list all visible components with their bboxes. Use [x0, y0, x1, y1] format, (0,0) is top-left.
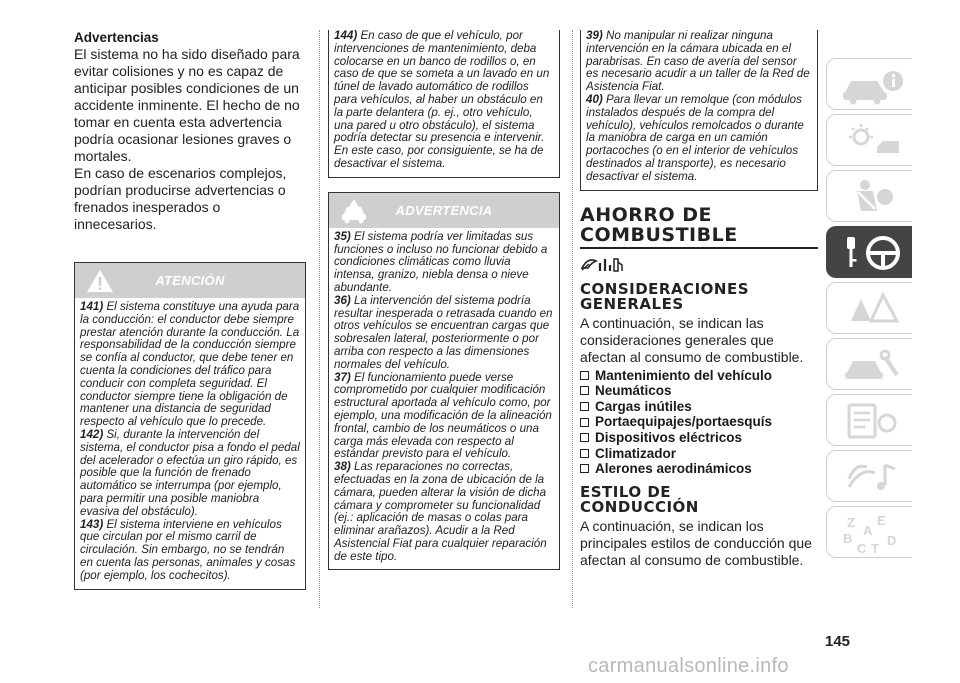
car-info-icon: [841, 65, 905, 105]
warning-box-body: [329, 228, 559, 570]
index-letter: D: [887, 533, 897, 548]
item-number: 38): [334, 460, 351, 474]
warning-item: [334, 231, 554, 295]
warning-box-body: [581, 30, 817, 190]
item-text: El sistema interviene en vehículos que circulan por el mismo carril de circulación. Sin embargo, no se tendrán en cuenta las personas, animales y cosas (por ejemplo, los cochecitos).: [80, 517, 296, 582]
item-number: 39): [586, 29, 603, 42]
index-letter: Z: [847, 515, 855, 530]
topic-link[interactable]: [580, 430, 818, 446]
topic-label: Alerones aerodinámicos: [595, 461, 752, 477]
square-bullet-icon: [580, 433, 589, 442]
item-number: 141): [80, 300, 104, 313]
body-paragraph: El sistema no ha sido diseñado para evitar colisiones y no es capaz de anticipar posibles condiciones de un accidente inminente. El hecho de no tomar en cuenta esta advertencia podría ocasionar lesiones graves o mortales.: [74, 46, 300, 164]
item-text: Para llevar un remolque (con módulos instalados después de la compra del vehículo), vehículos remolcados o durante la maniobra de carga en un camión portacoches (o en el interior de vehículos destinados al transporte), es necesario desactivar el sistema.: [586, 92, 804, 183]
tab-car-info[interactable]: [826, 58, 912, 110]
title-rule: [580, 247, 818, 249]
section-title: ESTILO DE CONDUCCIÓN: [580, 482, 699, 516]
key-steering-wheel-icon: [841, 233, 905, 273]
item-text: El sistema constituye una ayuda para la conducción: el conductor debe siempre prestar atención durante la conducción. La responsabilidad de la conducción siempre se confía al conductor, que debe tener en cuenta la condiciones del tráfico para conducir con completa seguridad. El conductor siempre tiene la obligación de mantener una distancia de seguridad respecto al vehículo que lo precede.: [80, 300, 300, 429]
index-letter: C: [857, 541, 867, 556]
item-number: 143): [80, 517, 104, 531]
column-middle: [328, 30, 560, 570]
item-number: 144): [334, 29, 358, 42]
index-letter: T: [871, 541, 879, 556]
seatbelt-airbag-icon: [841, 177, 905, 217]
warning-box-continued: [328, 30, 560, 178]
tab-emergency[interactable]: [826, 282, 912, 334]
chapter-title: AHORRO DE COMBUSTIBLE: [580, 203, 738, 246]
tab-dashboard[interactable]: [826, 114, 912, 166]
topic-link[interactable]: [580, 414, 818, 430]
tab-specifications[interactable]: [826, 394, 912, 446]
box-title: ATENCIÓN: [155, 273, 225, 288]
topic-link[interactable]: [580, 399, 818, 415]
topic-link[interactable]: [580, 383, 818, 399]
index-letter: A: [863, 523, 873, 538]
item-text: No manipular ni realizar ninguna intervención en la cámara ubicada en el parabrisas. En caso de avería del sensor es necesario acudir a un taller de la Red de Asistencia Fiat.: [586, 29, 810, 94]
warning-box-atencion: [74, 262, 306, 590]
square-bullet-icon: [580, 371, 589, 380]
item-number: 37): [334, 370, 351, 384]
body-paragraph: A continuación, se indican los principales estilos de conducción que afectan al consumo de combustible.: [580, 517, 812, 568]
column-separator: [319, 30, 320, 608]
warning-box-header: [329, 193, 559, 228]
warning-item: [334, 295, 554, 372]
topic-label: Cargas inútiles: [595, 398, 692, 414]
dashboard-lights-icon: [841, 121, 905, 161]
section-title: CONSIDERACIONES GENERALES: [580, 279, 749, 313]
warning-item: [80, 301, 300, 429]
tab-index[interactable]: [826, 506, 912, 558]
item-text: La intervención del sistema podría resultar inesperada o retrasada cuando en otros vehículos se encuentran cargas que sobresalen lateral, posteriormente o por arriba con respecto a las dimensiones normales del vehículo.: [334, 293, 553, 371]
body-paragraph: En caso de escenarios complejos, podrían producirse advertencias o frenados inesperados o innecesarios.: [74, 165, 287, 232]
item-text: El funcionamiento puede verse comprometido por cualquier modificación estructural aportada al vehículo como, por ejemplo, una modificación de la alineación frontal, cambio de los neumáticos o una carga más elevada con respecto al estándar previsto para el vehículo.: [334, 370, 552, 461]
column-left: [74, 30, 306, 590]
warning-box-advertencia: [328, 192, 560, 571]
item-number: 35): [334, 229, 351, 243]
page-number: 145: [825, 633, 851, 650]
topic-link[interactable]: [580, 461, 818, 477]
square-bullet-icon: [580, 386, 589, 395]
alphabetical-index-icon: [841, 513, 905, 557]
topic-link[interactable]: [580, 446, 818, 462]
tab-multimedia[interactable]: [826, 450, 912, 502]
topic-label: Mantenimiento del vehículo: [595, 367, 773, 383]
tab-starting-driving[interactable]: [826, 226, 912, 278]
item-text: El sistema podría ver limitadas sus funciones o incluso no funcionar debido a condiciones climáticas como lluvia intensa, granizo, niebla densa o nieve abundante.: [334, 229, 548, 294]
box-title: ADVERTENCIA: [395, 202, 493, 218]
topic-link[interactable]: [580, 368, 818, 384]
item-text: Las reparaciones no correctas, efectuadas en la zona de ubicación de la cámara, pueden alterar la visión de dicha cámara y comprometer su funcionalidad (ej.: aplicación de masas o colas para eliminar arañazos). Acudir a la Red Asistencial Fiat para cualquier reparación de este tipo.: [334, 460, 547, 563]
specifications-icon: [841, 401, 905, 441]
multimedia-icon: [841, 457, 905, 497]
square-bullet-icon: [580, 449, 589, 458]
column-separator: [572, 30, 573, 608]
tab-safety[interactable]: [826, 170, 912, 222]
warning-item: [586, 94, 812, 184]
body-paragraph: A continuación, se indican las consideraciones generales que afectan al consumo de combustible.: [580, 314, 804, 365]
warning-item: [334, 372, 554, 462]
item-text: En caso de que el vehículo, por intervenciones de mantenimiento, deba colocarse en un banco de rodillos o, en caso de que se someta a un lavado en un túnel de lavado automático de rodillos para vehículos, al haber un obstáculo en la parte delantera (p. ej., otro vehículo, una pared u otro obstáculo), el sistema podría detectar su presencia e intervenir. En este caso, por consiguiente, se ha de desactivar el sistema.: [334, 29, 550, 170]
tab-maintenance[interactable]: [826, 338, 912, 390]
topic-label: Dispositivos eléctricos: [595, 429, 743, 445]
warning-box-continued: [580, 30, 818, 191]
warning-item: [334, 30, 554, 171]
warning-box-body: [75, 298, 305, 589]
topic-label: Portaequipajes/portaesquís: [595, 414, 773, 430]
warning-box-header: [75, 263, 305, 298]
warning-item: [80, 519, 300, 583]
item-text: Si, durante la intervención del sistema, el conductor pisa a fondo el pedal del acelerador o efectúa un giro rápido, es posible que la función de frenado automático se interrumpa (por ejemplo, para permitir una posible maniobra evasiva del obstáculo).: [80, 427, 300, 518]
warning-item: [80, 429, 300, 519]
column-right: [580, 30, 818, 569]
warning-box-body: [329, 30, 559, 177]
topic-label: Neumáticos: [595, 383, 672, 399]
square-bullet-icon: [580, 464, 589, 473]
topic-list: [580, 368, 818, 477]
item-number: 40): [586, 92, 603, 106]
watermark: carmanualsonline.info: [588, 655, 789, 677]
index-letter: E: [877, 513, 886, 528]
warning-item: [586, 30, 812, 94]
warning-item: [334, 461, 554, 563]
car-maintenance-icon: [841, 345, 905, 385]
topic-label: Climatizador: [595, 445, 677, 461]
warning-triangle-icon: [841, 289, 905, 329]
item-number: 36): [334, 293, 351, 307]
item-number: 142): [80, 427, 104, 441]
section-heading: Advertencias: [74, 30, 159, 45]
square-bullet-icon: [580, 418, 589, 427]
eco-fuel-icon: [580, 255, 628, 273]
index-letter: B: [843, 531, 853, 546]
square-bullet-icon: [580, 402, 589, 411]
